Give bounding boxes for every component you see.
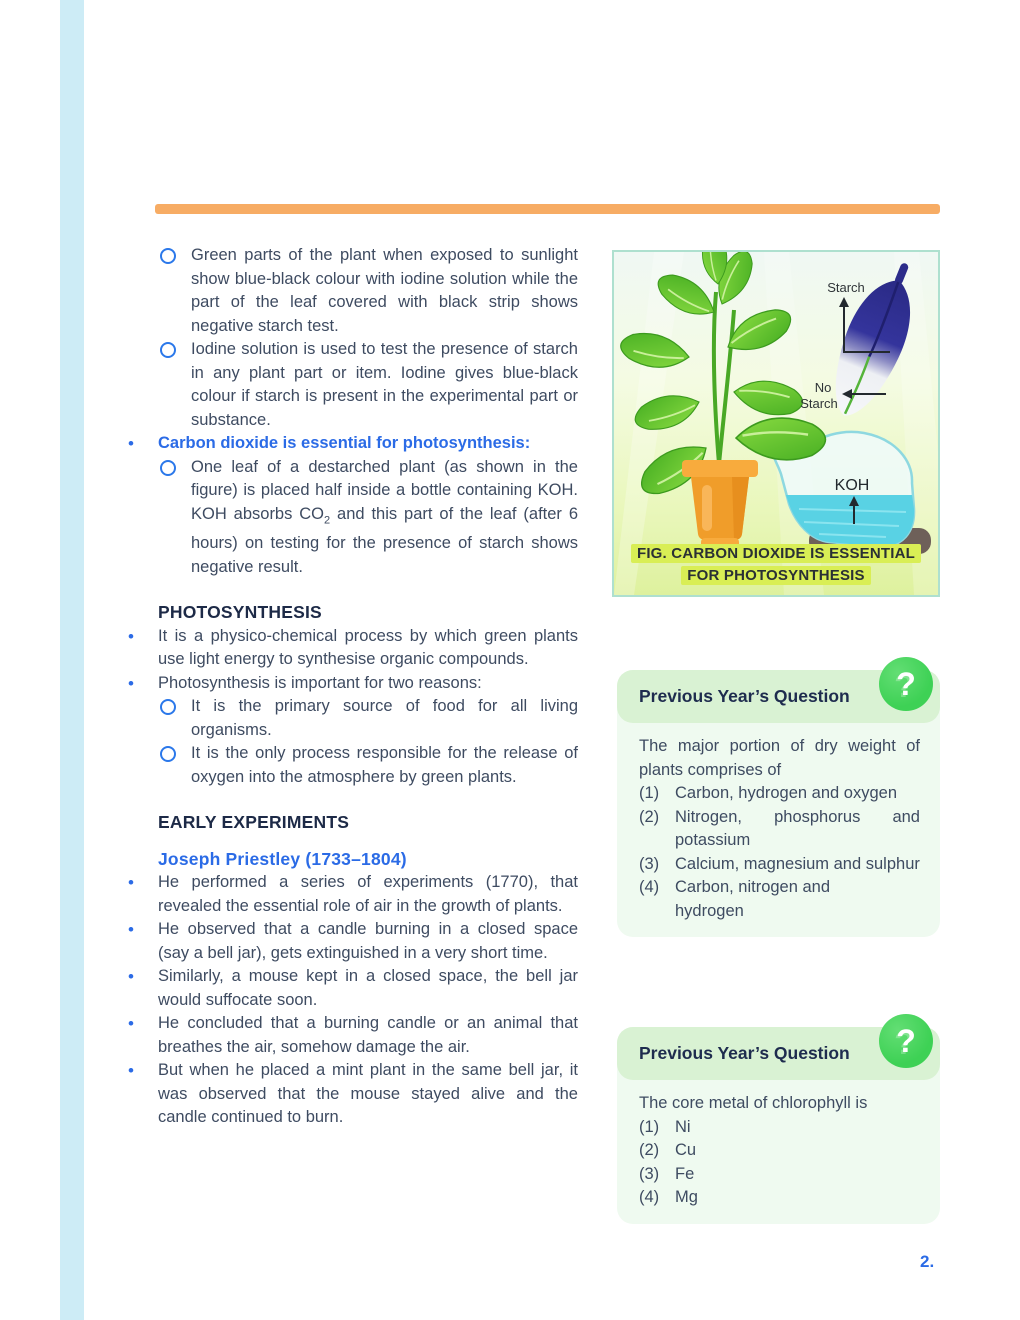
pyq-header [617,665,940,723]
figure-caption-line1: FIG. CARBON DIOXIDE IS ESSENTIAL [631,544,921,563]
pyq-body [617,1080,940,1224]
option-text: Carbon, hydrogen and oxygen [675,784,897,802]
option-number: (3) [639,1164,660,1183]
question-option [639,853,920,877]
bullet-text: But when he placed a mint plant in the same bell jar, it was observed that the mouse stayed alive and the candle continued to burn. [158,1061,578,1127]
list-item [128,244,578,338]
no-starch-label-line2: Starch [800,396,838,411]
bullet-text: Similarly, a mouse kept in a closed space, the bell jar would suffocate soon. [158,967,578,1009]
list-item [128,338,578,432]
starch-label: Starch [827,280,865,295]
question-option [639,876,920,923]
option-text: Ni [675,1117,691,1136]
co2-experiment-figure [612,250,940,597]
bullet-text [191,456,578,580]
previous-year-question-box-2 [617,1022,940,1224]
bullet-text: Green parts of the plant when exposed to sunlight show blue-black colour with iodine solution while the part of the leaf covered with black strip shows negative starch test. [191,246,578,335]
question-mark-icon: ? [879,657,933,711]
bullet-icon: • [128,434,134,453]
list-item [128,742,578,789]
list-item [128,456,578,580]
option-text: Fe [675,1164,695,1183]
priestley-subheading: Joseph Priestley (1733–1804) [158,848,407,869]
early-experiments-heading: EARLY EXPERIMENTS [158,812,350,833]
koh-text-after: and this part of the leaf (after 6 hours) on testing for the presence of starch shows negative result. [191,504,578,576]
page-number: 2. [920,1252,935,1271]
bullet-icon: • [128,873,134,893]
option-number: (4) [639,878,660,896]
option-number: (1) [639,1117,660,1136]
bullet-text: It is the only process responsible for the release of oxygen into the atmosphere by green plants. [191,744,578,786]
bullet-icon: • [128,1061,134,1081]
koh-label: KOH [834,477,870,494]
circle-bullet-icon [160,342,176,358]
list-item [128,965,578,1012]
bullet-text: He performed a series of experiments (1770), that revealed the essential role of air in the growth of plants. [158,873,578,915]
figure-caption [614,543,938,587]
question-option [639,782,920,806]
option-number: (1) [639,784,660,802]
list-item [128,432,578,456]
bullet-text: He observed that a candle burning in a closed space (say a bell jar), gets extinguished in a very short time. [158,920,578,962]
list-item [128,695,578,742]
pyq-body [617,723,940,937]
question-text: The major portion of dry weight of plants comprises of [639,737,920,779]
option-text: Mg [675,1188,698,1206]
option-number: (4) [639,1188,660,1206]
previous-year-question-box-1 [617,665,940,937]
bullet-icon: • [128,626,134,646]
circle-bullet-icon [160,699,176,715]
section-divider-bar [155,204,940,214]
option-text: Carbon, nitrogen and hydrogen [675,878,831,920]
main-text-column [128,244,578,1130]
question-option [639,1163,920,1187]
circle-bullet-icon [160,248,176,264]
question-option [639,1139,920,1163]
question-option [639,1116,920,1140]
bullet-text: It is a physico-chemical process by which green plants use light energy to synthesise organic compounds. [158,626,578,669]
bullet-text: Iodine solution is used to test the presence of starch in any plant part or item. Iodine gives blue-black colour if starch is present in the experimental part or substance. [191,340,578,429]
pyq-header [617,1022,940,1080]
list-item [128,1012,578,1059]
figure-caption-line2: FOR PHOTOSYNTHESIS [681,566,871,585]
option-number: (2) [639,807,660,826]
list-item [128,918,578,965]
co2-heading: Carbon dioxide is essential for photosynthesis: [158,434,531,452]
question-mark-icon: ? [879,1014,933,1068]
bullet-text: He concluded that a burning candle or an animal that breathes the air, somehow damage the air. [158,1014,578,1056]
question-option [639,1186,920,1210]
no-starch-label-line1: No [814,380,832,395]
question-text: The core metal of chlorophyll is [639,1094,868,1112]
bullet-icon: • [128,673,134,693]
list-item [128,625,578,672]
bullet-text: Photosynthesis is important for two reasons: [158,673,482,692]
option-number: (3) [639,854,660,873]
option-text: Nitrogen, phosphorus and potassium [675,807,920,849]
bullet-icon: • [128,1014,134,1034]
photosynthesis-heading: PHOTOSYNTHESIS [158,602,322,623]
question-option [639,806,920,853]
option-number: (2) [639,1141,660,1159]
page-margin-strip [60,0,84,1320]
bullet-text: It is the primary source of food for all living organisms. [191,697,578,739]
bullet-icon: • [128,967,134,987]
list-item [128,871,578,918]
pyq-title: Previous Year’s Question [639,686,850,706]
circle-bullet-icon [160,746,176,762]
koh-text-before: One leaf of a destarched plant (as shown in the figure) is placed half inside a bottle containing KOH. KOH absorbs CO [191,457,578,523]
co2-subscript: 2 [324,513,331,526]
option-text: Cu [675,1141,697,1159]
pyq-title: Previous Year’s Question [639,1043,850,1063]
circle-bullet-icon [160,460,176,476]
list-item [128,1059,578,1130]
list-item [128,672,578,696]
bullet-icon: • [128,920,134,940]
option-text: Calcium, magnesium and sulphur [675,854,920,873]
